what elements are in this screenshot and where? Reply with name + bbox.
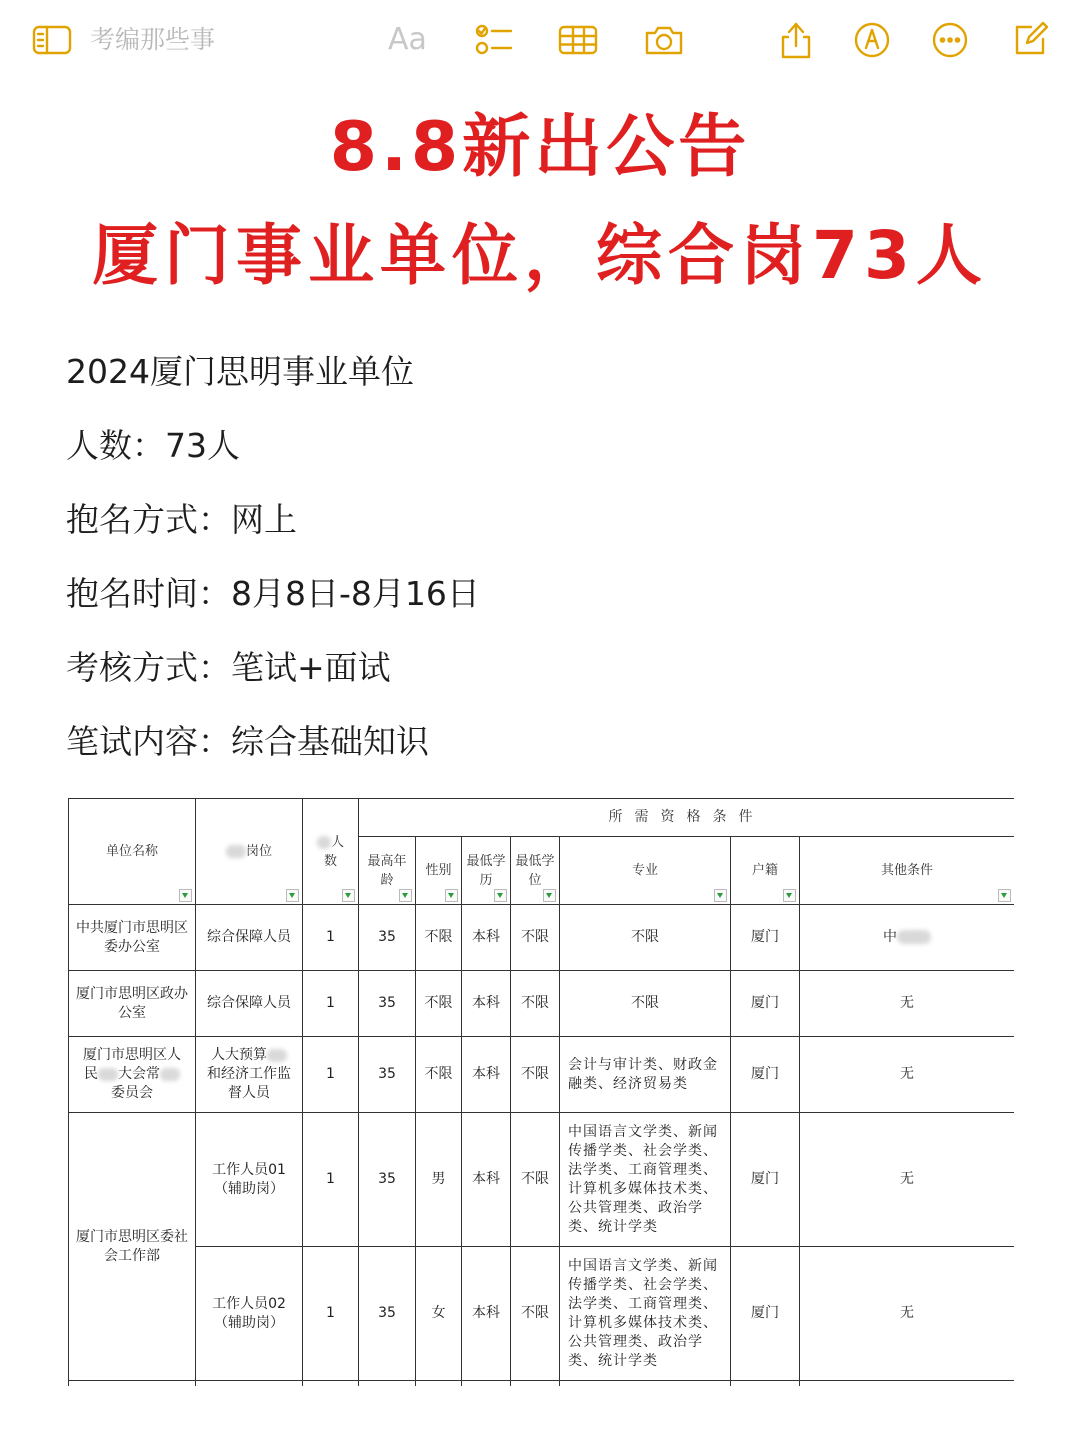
info-line-title: 2024厦门思明事业单位 [66, 352, 414, 391]
table-row [69, 1113, 1015, 1247]
header-age: 最高年龄 [359, 837, 416, 905]
cell-age: 35 [359, 1037, 416, 1113]
cell-other: 无 [800, 1247, 1015, 1381]
table-row [69, 1037, 1015, 1113]
cell-post: 工作人员02 （辅助岗） [196, 1247, 303, 1381]
cell-gender: 女 [416, 1247, 462, 1381]
headline-title: 厦门事业单位，综合岗73人 [92, 217, 988, 294]
header-major: 专业 [560, 837, 731, 905]
cell-major: 中国语言文学类、新闻传播学类、社会学类、法学类、工商管理类、计算机多媒体技术类、公共管理类、政治学类、统计学类 [560, 1113, 731, 1247]
header-unit: 单位名称 [69, 799, 196, 905]
header-requirements: 所需资格条件 [359, 799, 1015, 837]
table-row [69, 971, 1015, 1037]
cell-gender: 不限 [416, 1037, 462, 1113]
cell-other: 中 [800, 905, 1015, 971]
more-icon[interactable] [928, 18, 972, 62]
cell-count: 1 [303, 1037, 359, 1113]
cell-degree: 不限 [511, 971, 560, 1037]
cell-age: 35 [359, 971, 416, 1037]
info-line-content: 笔试内容：综合基础知识 [66, 722, 429, 761]
table-row-cutoff [69, 1381, 1015, 1387]
cell-other: 无 [800, 971, 1015, 1037]
header-other: 其他条件 [800, 837, 1015, 905]
table-row [69, 1247, 1015, 1381]
cell-edu: 本科 [462, 1113, 511, 1247]
header-gender: 性别 [416, 837, 462, 905]
cell-unit: 厦门市思明区委社会工作部 [69, 1113, 196, 1381]
cell-age: 35 [359, 905, 416, 971]
cell-major: 不限 [560, 971, 731, 1037]
cell-huji: 厦门 [731, 1247, 800, 1381]
cell-post: 综合保障人员 [196, 971, 303, 1037]
cell-age: 35 [359, 1113, 416, 1247]
cell-major: 中国语言文学类、新闻传播学类、社会学类、法学类、工商管理类、计算机多媒体技术类、公共管理类、政治学类、统计学类 [560, 1247, 731, 1381]
cell-gender: 不限 [416, 905, 462, 971]
cell-count: 1 [303, 1247, 359, 1381]
cell-edu: 本科 [462, 1247, 511, 1381]
info-line-count: 人数：73人 [66, 426, 240, 465]
cell-edu: 本科 [462, 905, 511, 971]
table-row [69, 905, 1015, 971]
table-icon[interactable] [556, 18, 600, 62]
cell-unit: 中共厦门市思明区委办公室 [69, 905, 196, 971]
cell-unit: 厦门市思明区政办公室 [69, 971, 196, 1037]
header-edu: 最低学历 [462, 837, 511, 905]
folder-title[interactable]: 考编那些事 [90, 25, 216, 54]
markup-icon[interactable] [850, 18, 894, 62]
format-button[interactable]: Aa [388, 22, 427, 57]
compose-icon[interactable] [1008, 18, 1052, 62]
checklist-icon[interactable] [472, 18, 516, 62]
cell-post: 工作人员01 （辅助岗） [196, 1113, 303, 1247]
cell-degree: 不限 [511, 1037, 560, 1113]
headline-date: 8.8新出公告 [329, 108, 751, 187]
header-count: 人 数 [303, 799, 359, 905]
cell-edu: 本科 [462, 1037, 511, 1113]
cell-count: 1 [303, 905, 359, 971]
cell-major: 会计与审计类、财政金融类、经济贸易类 [560, 1037, 731, 1113]
cell-post: 人大预算 和经济工作监 督人员 [196, 1037, 303, 1113]
cell-degree: 不限 [511, 905, 560, 971]
cell-huji: 厦门 [731, 905, 800, 971]
header-degree: 最低学位 [511, 837, 560, 905]
cell-huji: 厦门 [731, 971, 800, 1037]
notes-toolbar [0, 0, 1080, 80]
cell-count: 1 [303, 1113, 359, 1247]
cell-gender: 不限 [416, 971, 462, 1037]
cell-huji: 厦门 [731, 1113, 800, 1247]
cell-age: 35 [359, 1247, 416, 1381]
cell-count: 1 [303, 971, 359, 1037]
cell-gender: 男 [416, 1113, 462, 1247]
cell-huji: 厦门 [731, 1037, 800, 1113]
cell-edu: 本科 [462, 971, 511, 1037]
cell-other: 无 [800, 1113, 1015, 1247]
cell-degree: 不限 [511, 1247, 560, 1381]
info-line-method: 抱名方式：网上 [66, 500, 297, 539]
header-post: 岗位 [196, 799, 303, 905]
camera-icon[interactable] [642, 18, 686, 62]
share-icon[interactable] [774, 18, 818, 62]
info-line-time: 抱名时间：8月8日-8月16日 [66, 574, 480, 613]
cell-degree: 不限 [511, 1113, 560, 1247]
cell-major: 不限 [560, 905, 731, 971]
cell-post: 综合保障人员 [196, 905, 303, 971]
recruitment-table [68, 798, 1014, 1386]
cell-unit: 厦门市思明区人 民 大会常 委员会 [69, 1037, 196, 1113]
info-list [66, 352, 1026, 796]
header-huji: 户籍 [731, 837, 800, 905]
info-line-exam: 考核方式：笔试+面试 [66, 648, 391, 687]
cell-other: 无 [800, 1037, 1015, 1113]
sidebar-icon[interactable] [30, 18, 74, 62]
